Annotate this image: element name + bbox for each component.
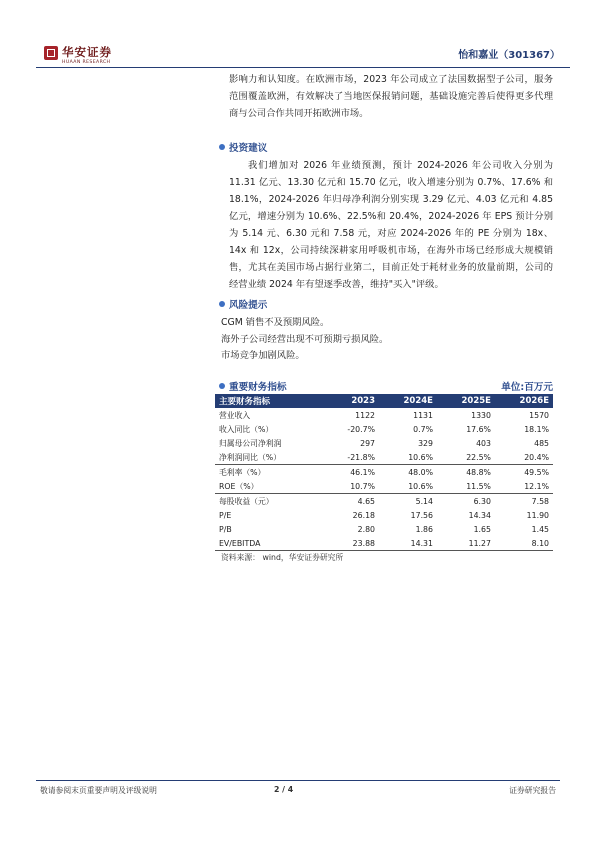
row-label: EV/EBITDA — [215, 536, 324, 551]
financials-title-wrap — [219, 379, 287, 393]
cell: 1122 — [355, 410, 375, 420]
footer-report-type: 证券研究报告 — [509, 786, 556, 795]
column-header: 2025E — [437, 394, 495, 408]
cell: 10.6% — [379, 450, 437, 465]
cell: 8.10 — [495, 536, 553, 551]
cell: 17.6% — [466, 424, 491, 434]
cell: 18.1% — [524, 424, 549, 434]
footer-divider — [36, 780, 560, 781]
cell: 1570 — [529, 410, 549, 420]
risk-item: 海外子公司经营出现不可预期亏损风险。 — [221, 334, 389, 345]
logo-subtext: HUAAN RESEARCH — [62, 60, 111, 65]
investment-paragraph: 我们增加对 2026 年业绩预测，预计 2024-2026 年公司收入分别为 11.31 亿元、13.30 亿元和 15.70 亿元，收入增速分别为 0.7%、17.6% 和 18.1%，2024-2026 年归母净利润分别实现 3.29 亿元、4.03 亿元和 4.85 亿元，增速分别为 10.6%、22.5%和 20.4%，2024-2026 年 EPS 预计分别为 5.14 元、6.30 元和 7.58 元，对应 2024-2026 年的 PE 分别为 18x、14x 和 12x，公司持续深耕家用呼吸机市场，在海外市场已经形成大规模销售，尤其在美国市场占据行业第二，目前正处于耗材业务的放量前期，公司的经营业绩 2024 年有望逐季改善，维持"买入"评级。 — [229, 160, 553, 290]
cell: 0.7% — [413, 424, 433, 434]
table-header-row — [215, 394, 553, 408]
footer-disclaimer: 敬请参阅末页重要声明及评级说明 — [40, 786, 157, 795]
cell: 49.5% — [524, 467, 549, 477]
risk-title: 风险提示 — [229, 300, 268, 311]
cell: 1.65 — [473, 524, 491, 534]
investment-heading — [219, 140, 267, 154]
column-header: 2023 — [324, 394, 379, 408]
row-label: P/B — [219, 524, 232, 534]
cell: 1.86 — [415, 524, 433, 534]
row-label: 营业收入 — [219, 410, 251, 420]
table-row — [215, 494, 553, 509]
table-source-note: 资料来源： wind，华安证券研究所 — [221, 553, 344, 562]
table-row — [215, 465, 553, 480]
cell: 46.1% — [350, 467, 375, 477]
row-label: 收入同比（%） — [219, 424, 274, 434]
row-label: 净利润同比（%） — [215, 450, 324, 465]
logo-seal-icon — [44, 46, 58, 60]
financials-heading — [219, 379, 553, 393]
cell: 5.14 — [415, 496, 433, 506]
cell: 22.5% — [437, 450, 495, 465]
cell: 48.0% — [408, 467, 433, 477]
risk-heading — [219, 297, 267, 311]
row-label: 毛利率（%） — [219, 467, 266, 477]
table-row — [215, 422, 553, 436]
page-header — [26, 40, 570, 74]
cell: 403 — [476, 438, 491, 448]
table-row — [215, 408, 553, 422]
cell: 329 — [418, 438, 433, 448]
cell: 1330 — [471, 410, 491, 420]
row-label: P/E — [219, 510, 232, 520]
cell: 2.80 — [357, 524, 375, 534]
company-ticker: 怡和嘉业（301367） — [458, 50, 560, 61]
cell: 485 — [534, 438, 549, 448]
cell: 10.6% — [379, 479, 437, 494]
cell: 11.5% — [437, 479, 495, 494]
cell: 1131 — [413, 410, 433, 420]
cell: 48.8% — [466, 467, 491, 477]
cell: 7.58 — [531, 496, 549, 506]
cell: 11.27 — [437, 536, 495, 551]
cell: 17.56 — [410, 510, 433, 520]
financials-table — [215, 394, 553, 551]
bullet-icon — [219, 144, 225, 150]
column-header: 2026E — [495, 394, 553, 408]
investment-title: 投资建议 — [229, 143, 268, 154]
cell: 1.45 — [531, 524, 549, 534]
cell: 12.1% — [495, 479, 553, 494]
financials-unit: 单位:百万元 — [501, 382, 553, 393]
table-row — [215, 479, 553, 494]
table-row — [215, 522, 553, 536]
row-label: 归属母公司净利润 — [219, 438, 282, 448]
cell: 297 — [360, 438, 375, 448]
cell: 20.4% — [495, 450, 553, 465]
row-label: 每股收益（元） — [219, 496, 274, 506]
cell: 14.34 — [468, 510, 491, 520]
header-divider — [36, 67, 570, 68]
cell: -20.7% — [347, 424, 375, 434]
logo-text: 华安证券 — [62, 45, 112, 59]
column-header: 主要财务指标 — [215, 394, 324, 408]
cell: 14.31 — [379, 536, 437, 551]
column-header: 2024E — [379, 394, 437, 408]
bullet-icon — [219, 301, 225, 307]
bullet-icon — [219, 383, 225, 389]
risk-item: CGM 销售不及预期风险。 — [221, 317, 330, 328]
table-row — [215, 436, 553, 450]
cell: 26.18 — [352, 510, 375, 520]
cell: 23.88 — [324, 536, 379, 551]
cell: 10.7% — [324, 479, 379, 494]
intro-paragraph: 影响力和认知度。在欧洲市场，2023 年公司成立了法国数据型子公司，服务范围覆盖欧洲，有效解决了当地医保报销问题，基础设施完善后使得更多代理商与公司合作共同开拓欧洲市场。 — [229, 74, 553, 119]
cell: 6.30 — [473, 496, 491, 506]
cell: 4.65 — [357, 496, 375, 506]
cell: -21.8% — [324, 450, 379, 465]
financials-title: 重要财务指标 — [229, 382, 287, 393]
table-row — [215, 508, 553, 522]
cell: 11.90 — [526, 510, 549, 520]
table-row — [215, 536, 553, 551]
table-row — [215, 450, 553, 465]
row-label: ROE（%） — [215, 479, 324, 494]
page-number: 2 / 4 — [274, 785, 294, 794]
risk-item: 市场竞争加剧风险。 — [221, 350, 305, 361]
